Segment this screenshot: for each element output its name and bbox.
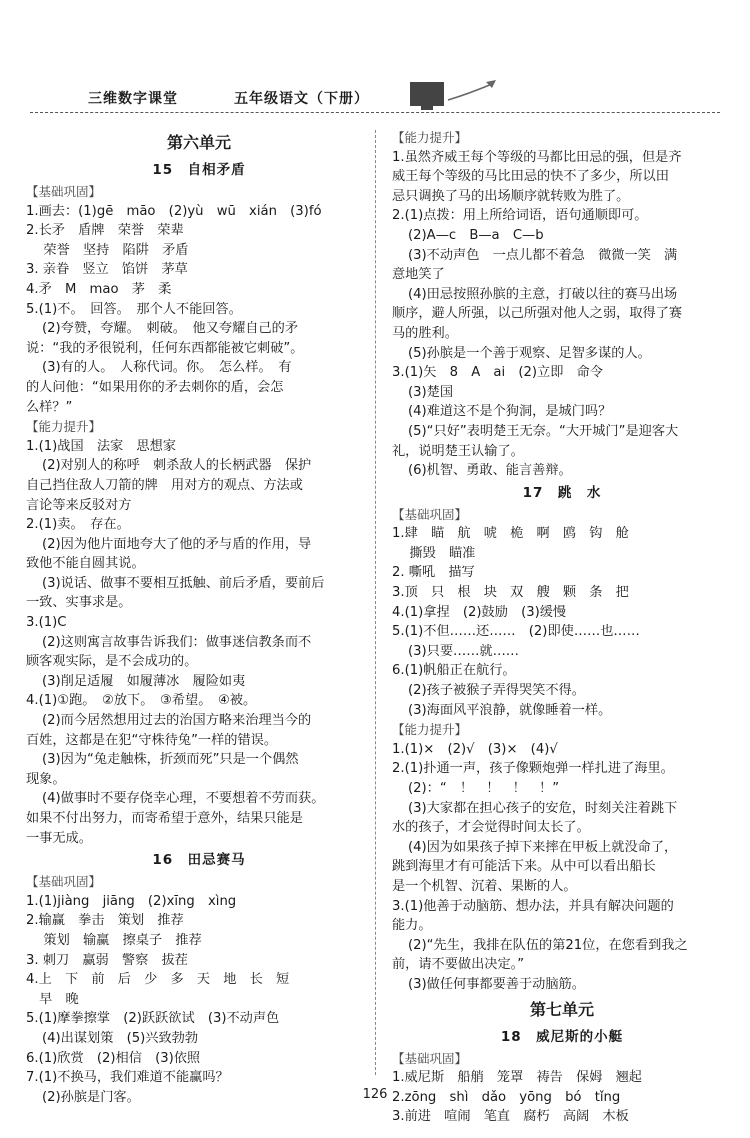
monitor-rocket-icon	[408, 78, 498, 114]
answer-line: (2)“先生，我排在队伍的第21位，在您看到我之	[408, 937, 688, 953]
lesson-title: 17 跳 水	[522, 484, 602, 501]
section-label: 【能力提升】	[26, 419, 102, 435]
answer-line: (2)：“ ！ ！ ！ ！”	[408, 781, 560, 796]
answer-line: 4.上 下 前 后 少 多 天 地 长 短	[26, 972, 290, 988]
answer-line: 4.(1)拿捏 (2)鼓励 (3)缓慢	[392, 604, 567, 620]
answer-line: (2)因为他片面地夸大了他的矛与盾的作用，导	[42, 536, 312, 552]
section-label: 【基础巩固】	[26, 184, 102, 199]
answer-line: 是一个机智、沉着、果断的人。	[392, 878, 577, 894]
answer-line: (3)大家都在担心孩子的安危，时刻关注着跳下	[408, 800, 678, 816]
answer-line: 忌只调换了马的出场顺序就转败为胜了。	[392, 188, 630, 204]
answer-line: 威王每个等级的马比田忌的快不了多少，所以田	[392, 169, 669, 185]
answer-line: 6.(1)帆船正在航行。	[392, 663, 516, 679]
answer-line: (3)削足适履 如履薄冰 履险如夷	[42, 673, 246, 689]
answer-line: 说：“我的矛很锐利，任何东西都能被它刺破”。	[26, 340, 304, 356]
answer-line: (2)而今居然想用过去的治国方略来治理当今的	[42, 713, 312, 729]
answer-line: 3.(1)矢 8 A ai (2)立即 命令	[392, 365, 603, 381]
lesson-title: 16 田忌赛马	[152, 852, 246, 869]
answer-line: 礼，说明楚王认输了。	[392, 443, 524, 459]
header-rule	[30, 112, 720, 113]
section-label: 【能力提升】	[392, 130, 468, 145]
answer-line: 顺序，避人所强，以己所强对他人之弱，取得了赛	[392, 306, 683, 322]
answer-line: (4)难道这不是个狗洞，是城门吗？	[408, 404, 612, 420]
answer-line: (3)因为“兔走触株，折颈而死”只是一个偶然	[42, 752, 299, 768]
section-label: 【基础巩固】	[26, 874, 102, 890]
answer-line: (2)这则寓言故事告诉我们：做事迷信教条而不	[42, 634, 312, 650]
answer-line: (2)A—c B—a C—b	[408, 227, 544, 243]
answer-line: (2)对别人的称呼 刺杀敌人的长柄武器 保护	[42, 458, 312, 474]
answer-line: 言论等来反驳对方	[26, 497, 132, 513]
book-title: 三维数字课堂	[88, 91, 178, 107]
answer-line: (3)楚国	[408, 384, 454, 400]
answer-line: 3. 亲眷 竖立 馅饼 茅草	[26, 262, 188, 278]
answer-line: (4)做事时不要存侥幸心理，不要想着不劳而获。	[42, 791, 325, 807]
answer-line: 5.(1)摩拳擦掌 (2)跃跃欲试 (3)不动声色	[26, 1011, 280, 1027]
answer-line: 一致、实事求是。	[26, 595, 132, 611]
answer-line: 早 晚	[26, 991, 79, 1007]
answer-line: (4)出谋划策 (5)兴致勃勃	[42, 1030, 199, 1046]
answer-line: 前，请不要做出决定。”	[392, 957, 525, 973]
section-label: 【基础巩固】	[392, 1050, 468, 1066]
answer-line: (4)因为如果孩子掉下来摔在甲板上就没命了，	[408, 839, 678, 855]
answer-line: 顾客观实际，是不会成功的。	[26, 654, 198, 670]
section-label: 【能力提升】	[392, 722, 468, 738]
answer-line: 3.(1)C	[26, 615, 67, 631]
answer-line: 3.(1)他善于动脑筋、想办法，并具有解决问题的	[392, 898, 674, 914]
answer-line: (3)说话、做事不要相互抵触、前后矛盾，要前后	[42, 575, 325, 591]
answer-line: (4)田忌按照孙膑的主意，打破以往的赛马出场	[408, 286, 678, 302]
answer-line: 马的胜利。	[392, 325, 458, 341]
answer-line: (5)孙膑是一个善于观察、足智多谋的人。	[408, 345, 651, 361]
section-label: 【基础巩固】	[392, 506, 468, 522]
answer-line: (3)做任何事都要善于动脑筋。	[408, 976, 585, 992]
answer-line: 意地笑了	[392, 267, 445, 283]
answer-line: 7.(1)不换马，我们难道不能赢吗？	[26, 1070, 229, 1086]
answer-line: 1.肆 瞄 航 唬 桅 啊 鸥 钩 舱	[392, 526, 629, 542]
answer-line: 1.(1)jiàng jiāng (2)xīng xìng	[26, 893, 237, 909]
answer-line: 2. 嘶吼 描写	[392, 565, 475, 581]
answer-line: (2)夸赞，夸耀。 刺破。 他又夸耀自己的矛	[42, 321, 299, 337]
answer-line: 1.(1)× (2)√ (3)× (4)√	[392, 741, 558, 757]
left-column	[26, 128, 372, 1107]
lesson-title: 18 威尼斯的小艇	[500, 1028, 624, 1045]
answer-line: 5.(1)不但……还…… (2)即使……也……	[392, 624, 640, 640]
answer-line: 的人问他：“如果用你的矛去刺你的盾，会怎	[26, 379, 284, 395]
answer-line: 现象。	[26, 771, 66, 787]
answer-line: 策划 输赢 擦桌子 推荐	[26, 932, 202, 948]
answer-line: 百姓，这都是在犯“守株待兔”一样的错误。	[26, 732, 278, 748]
answer-line: 5.(1)不。 回答。 那个人不能回答。	[26, 301, 242, 317]
answer-line: 1.(1)战国 法家 思想家	[26, 438, 176, 454]
answer-line: 6.(1)欣赏 (2)相信 (3)依照	[26, 1050, 201, 1066]
answer-line: 自己挡住敌人刀箭的牌 用对方的观点、方法或	[26, 477, 303, 493]
answer-line: 么样？”	[26, 399, 73, 415]
column-divider	[375, 130, 376, 1075]
lesson-title: 15 自相矛盾	[152, 162, 246, 178]
answer-line: 1.画去：(1)gē māo (2)yù wū xián (3)fó	[26, 203, 322, 219]
answer-line: 跳到海里才有可能活下来。从中可以看出船长	[392, 859, 656, 875]
answer-line: 2.(1)扑通一声，孩子像颗炮弹一样扎进了海里。	[392, 761, 674, 777]
right-column	[392, 128, 732, 1127]
answer-line: (3)有的人。 人称代词。你。 怎么样。 有	[42, 360, 292, 376]
answer-line: 3. 刺刀 赢弱 警察 拔茬	[26, 952, 188, 968]
answer-line: 4.矛 M mao 茅 柔	[26, 281, 172, 297]
answer-line: 4.(1)①跑。 ②放下。 ③希望。 ④被。	[26, 693, 257, 709]
answer-line: 2.(1)点拨：用上所给词语，语句通顺即可。	[392, 208, 648, 224]
answer-line: (5)“只好”表明楚王无奈。“大开城门”是迎客大	[408, 423, 679, 439]
unit-heading: 第六单元	[166, 133, 231, 152]
answer-line: 撕毁 瞄准	[392, 545, 476, 561]
answer-line: 水的孩子，才会觉得时间太长了。	[392, 820, 590, 836]
answer-line: (2)孙膑是门客。	[42, 1089, 140, 1105]
answer-line: 2.输赢 拳击 策划 推荐	[26, 913, 184, 929]
answer-line: (3)只要……就……	[408, 643, 519, 659]
answer-line: 1.威尼斯 船艄 笼罩 祷告 保姆 翘起	[392, 1070, 642, 1086]
answer-line: 3.顶 只 根 块 双 艘 颗 条 把	[392, 585, 629, 601]
answer-line: 2.(1)卖。 存在。	[26, 517, 130, 533]
answer-line: 荣誉 坚持 陷阱 矛盾	[26, 242, 189, 258]
subject-title: 五年级语文（下册）	[234, 91, 369, 107]
answer-line: 1.虽然齐威王每个等级的马都比田忌的强，但是齐	[392, 149, 682, 165]
page-header	[0, 0, 750, 120]
unit-heading: 第七单元	[529, 999, 594, 1019]
answer-line: 能力。	[392, 918, 432, 934]
answer-line: (3)海面风平浪静，就像睡着一样。	[408, 702, 612, 718]
answer-line: 一事无成。	[26, 830, 92, 846]
answer-line: 致他不能自圆其说。	[26, 556, 145, 572]
answer-line: 3.前进 喧闹 笔直 腐朽 高阔 木板	[392, 1109, 629, 1125]
answer-line: 如果不付出努力，而寄希望于意外，结果只能是	[26, 811, 303, 826]
answer-line: (6)机智、勇敢、能言善辩。	[408, 463, 572, 479]
answer-line: (3)不动声色 一点儿都不着急 微微一笑 满	[408, 247, 678, 263]
answer-line: (2)孩子被猴子弄得哭笑不得。	[408, 683, 585, 699]
page-number: 126	[362, 1087, 388, 1102]
answer-line: 2.长矛 盾牌 荣誉 荣辈	[26, 223, 184, 239]
answer-line: 2.zōng shì dǎo yōng bó tǐng	[392, 1089, 621, 1105]
